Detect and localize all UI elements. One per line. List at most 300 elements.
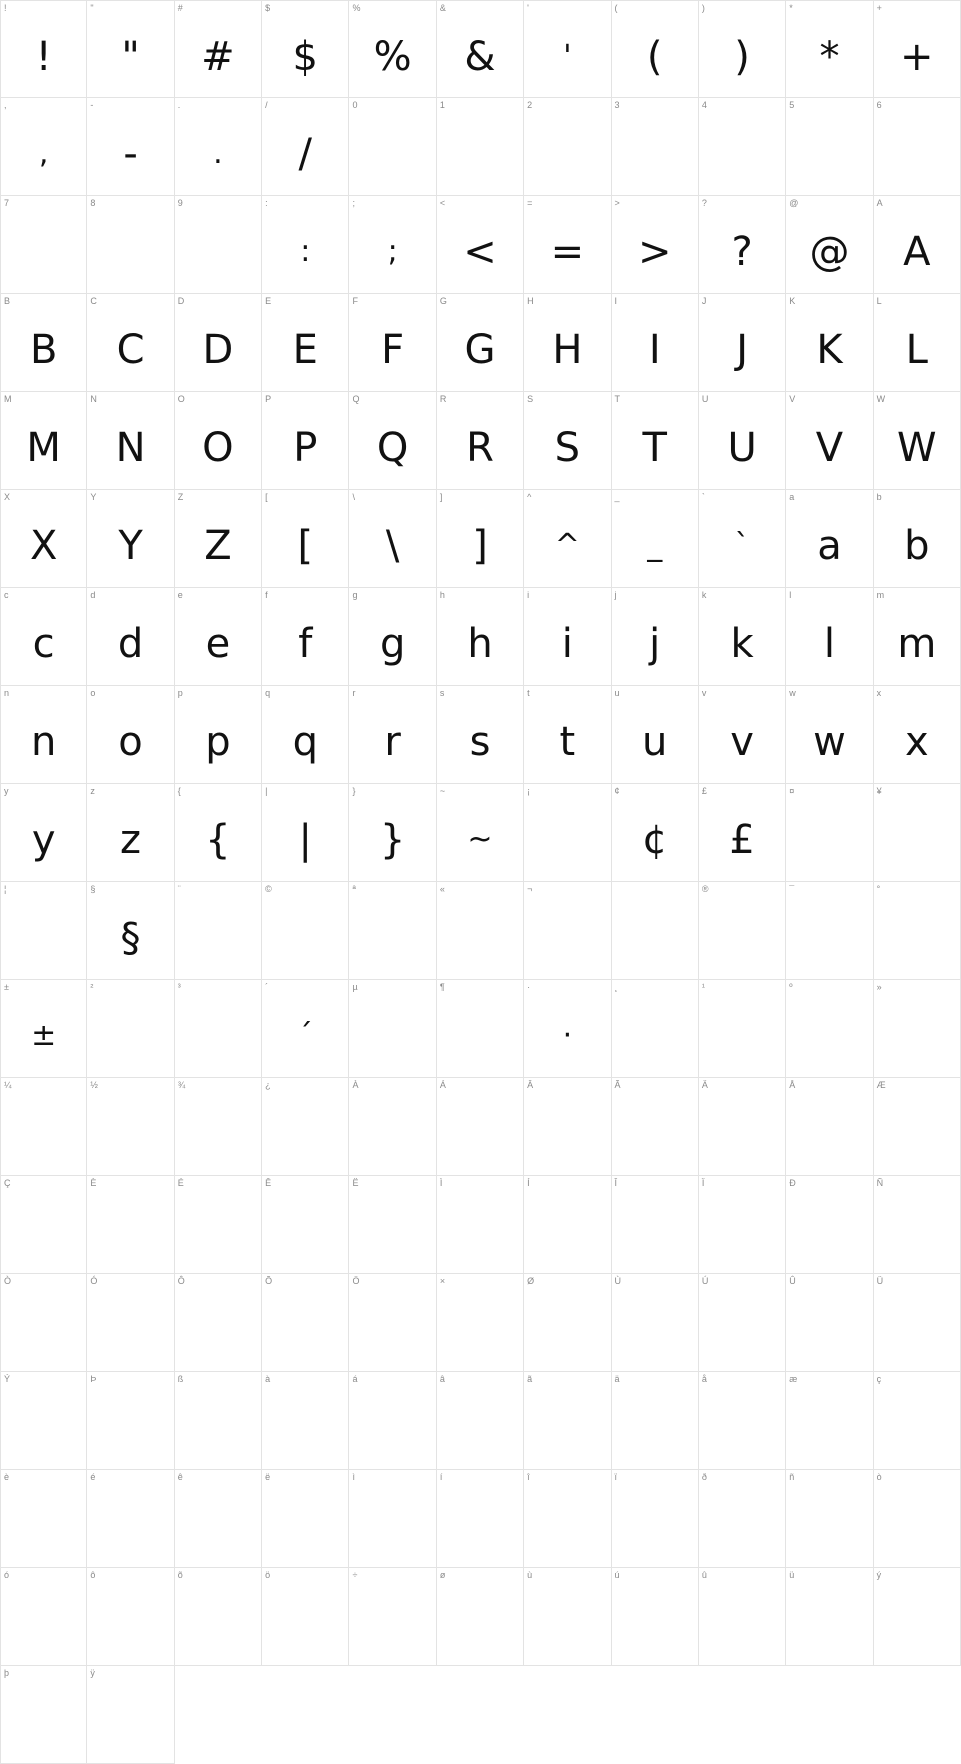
glyph-code-label: Ô: [177, 1276, 185, 1286]
glyph-cell[interactable]: [524, 98, 611, 196]
glyph-cell[interactable]: [175, 1176, 262, 1274]
glyph-cell[interactable]: [262, 882, 349, 980]
glyph-code-label: 4: [701, 100, 707, 110]
glyph-cell[interactable]: [524, 1568, 611, 1666]
glyph-cell[interactable]: [699, 0, 786, 98]
glyph-cell[interactable]: [524, 1078, 611, 1176]
glyph-cell[interactable]: [87, 0, 174, 98]
glyph-preview: W: [897, 425, 937, 471]
glyph-preview: #: [201, 34, 235, 80]
glyph-cell[interactable]: [349, 392, 436, 490]
glyph-cell[interactable]: [612, 196, 699, 294]
glyph-code-label: ¨: [177, 884, 181, 894]
glyph-preview: m: [897, 621, 937, 667]
glyph-code-label: ®: [701, 884, 709, 894]
glyph-cell[interactable]: [612, 490, 699, 588]
glyph-preview: [175, 210, 261, 294]
glyph-preview: h: [467, 621, 493, 667]
glyph-code-label: ÷: [352, 1570, 358, 1580]
glyph-cell[interactable]: [612, 0, 699, 98]
glyph-cell[interactable]: [786, 1274, 873, 1372]
glyph-cell[interactable]: [87, 686, 174, 784]
glyph-code-label: A: [876, 198, 883, 208]
glyph-cell[interactable]: [612, 1078, 699, 1176]
glyph-cell[interactable]: [87, 784, 174, 882]
glyph-cell[interactable]: [0, 392, 87, 490]
glyph-cell[interactable]: [699, 1274, 786, 1372]
glyph-cell[interactable]: [699, 784, 786, 882]
glyph-cell[interactable]: [786, 1176, 873, 1274]
glyph-cell[interactable]: [87, 490, 174, 588]
glyph-cell[interactable]: [87, 1176, 174, 1274]
glyph-cell[interactable]: [524, 196, 611, 294]
glyph-cell[interactable]: [612, 1470, 699, 1568]
glyph-cell[interactable]: [524, 1274, 611, 1372]
glyph-cell[interactable]: [0, 882, 87, 980]
glyph-cell[interactable]: [0, 294, 87, 392]
glyph-preview: J: [736, 327, 748, 373]
glyph-cell[interactable]: [786, 1568, 873, 1666]
glyph-preview: ]: [472, 523, 488, 569]
glyph-cell[interactable]: [175, 490, 262, 588]
glyph-code-label: J: [701, 296, 707, 306]
glyph-cell[interactable]: [262, 392, 349, 490]
glyph-cell[interactable]: [349, 784, 436, 882]
glyph-cell[interactable]: [175, 392, 262, 490]
glyph-code-label: 9: [177, 198, 183, 208]
glyph-preview: r: [384, 719, 401, 765]
glyph-preview: [262, 1190, 348, 1274]
glyph-cell[interactable]: [262, 1078, 349, 1176]
glyph-code-label: ¡: [527, 786, 531, 796]
glyph-cell[interactable]: [612, 392, 699, 490]
glyph-preview: [349, 896, 435, 980]
glyph-cell[interactable]: [349, 1470, 436, 1568]
glyph-preview: [1, 1582, 86, 1666]
glyph-code-label: ÿ: [90, 1668, 95, 1678]
glyph-code-label: ô: [90, 1570, 96, 1580]
glyph-code-label: Ò: [4, 1276, 12, 1286]
glyph-cell[interactable]: [612, 294, 699, 392]
glyph-cell[interactable]: [437, 588, 524, 686]
glyph-preview: a: [817, 523, 842, 569]
glyph-cell[interactable]: [262, 196, 349, 294]
glyph-cell[interactable]: [874, 784, 961, 882]
glyph-cell[interactable]: [874, 686, 961, 784]
glyph-code-label: Ê: [265, 1178, 272, 1188]
glyph-cell[interactable]: [262, 1470, 349, 1568]
glyph-preview: P: [293, 425, 318, 471]
glyph-cell[interactable]: [0, 588, 87, 686]
glyph-cell[interactable]: [0, 1568, 87, 1666]
glyph-cell[interactable]: [786, 784, 873, 882]
glyph-cell[interactable]: [786, 0, 873, 98]
glyph-cell[interactable]: [0, 1372, 87, 1470]
glyph-cell[interactable]: [786, 980, 873, 1078]
glyph-cell[interactable]: [612, 1274, 699, 1372]
glyph-cell[interactable]: [699, 196, 786, 294]
glyph-cell[interactable]: [349, 1372, 436, 1470]
glyph-cell[interactable]: [786, 490, 873, 588]
glyph-preview: ;: [387, 234, 398, 269]
glyph-preview: j: [649, 621, 661, 667]
glyph-code-label: C: [90, 296, 97, 306]
glyph-cell[interactable]: [612, 980, 699, 1078]
glyph-cell[interactable]: [699, 1372, 786, 1470]
glyph-cell[interactable]: [437, 1078, 524, 1176]
glyph-preview: [175, 1190, 261, 1274]
glyph-cell[interactable]: [0, 1078, 87, 1176]
glyph-cell[interactable]: [0, 98, 87, 196]
glyph-cell[interactable]: [699, 1176, 786, 1274]
glyph-preview: [612, 896, 698, 980]
glyph-cell[interactable]: [262, 1176, 349, 1274]
glyph-cell[interactable]: [262, 490, 349, 588]
glyph-cell[interactable]: [786, 588, 873, 686]
glyph-cell[interactable]: [262, 784, 349, 882]
glyph-cell[interactable]: [175, 1568, 262, 1666]
glyph-cell[interactable]: [437, 980, 524, 1078]
glyph-cell[interactable]: [0, 0, 87, 98]
glyph-cell[interactable]: [786, 98, 873, 196]
glyph-cell[interactable]: [786, 392, 873, 490]
glyph-preview: ,: [38, 136, 49, 171]
glyph-cell[interactable]: [437, 196, 524, 294]
glyph-cell[interactable]: [874, 1470, 961, 1568]
glyph-cell[interactable]: [786, 1372, 873, 1470]
glyph-cell[interactable]: [699, 588, 786, 686]
glyph-code-label: \: [352, 492, 355, 502]
glyph-preview: [87, 1386, 173, 1470]
glyph-code-label: í: [439, 1472, 443, 1482]
glyph-preview: ': [563, 39, 572, 74]
glyph-code-label: .: [177, 100, 181, 110]
glyph-cell[interactable]: [262, 1274, 349, 1372]
glyph-code-label: ê: [177, 1472, 183, 1482]
glyph-cell[interactable]: [524, 490, 611, 588]
glyph-preview: [349, 1092, 435, 1176]
glyph-cell[interactable]: [874, 1078, 961, 1176]
glyph-cell[interactable]: [524, 1470, 611, 1568]
glyph-cell[interactable]: [87, 980, 174, 1078]
glyph-cell[interactable]: [437, 1372, 524, 1470]
glyph-cell[interactable]: [87, 196, 174, 294]
glyph-cell[interactable]: [874, 882, 961, 980]
glyph-cell[interactable]: [87, 882, 174, 980]
glyph-cell[interactable]: [524, 784, 611, 882]
glyph-preview: £: [729, 817, 755, 863]
glyph-preview: [87, 1288, 173, 1372]
glyph-preview: [87, 1484, 173, 1568]
glyph-preview: ): [734, 34, 750, 80]
glyph-preview: c: [32, 621, 55, 667]
glyph-cell[interactable]: [874, 0, 961, 98]
glyph-cell[interactable]: [87, 1078, 174, 1176]
glyph-cell[interactable]: [524, 0, 611, 98]
glyph-cell[interactable]: [87, 1372, 174, 1470]
glyph-cell[interactable]: [349, 490, 436, 588]
glyph-preview: |: [298, 817, 312, 863]
glyph-cell[interactable]: [699, 294, 786, 392]
glyph-code-label: õ: [177, 1570, 183, 1580]
glyph-cell[interactable]: [612, 784, 699, 882]
glyph-code-label: O: [177, 394, 185, 404]
glyph-cell[interactable]: [524, 980, 611, 1078]
glyph-cell[interactable]: [175, 588, 262, 686]
glyph-preview: [87, 1092, 173, 1176]
glyph-code-label: ~: [439, 786, 446, 796]
glyph-preview: o: [118, 719, 143, 765]
glyph-cell[interactable]: [349, 1568, 436, 1666]
glyph-cell[interactable]: [262, 294, 349, 392]
glyph-cell[interactable]: [699, 1568, 786, 1666]
glyph-cell[interactable]: [612, 686, 699, 784]
glyph-cell[interactable]: [786, 196, 873, 294]
glyph-cell[interactable]: [349, 980, 436, 1078]
glyph-cell[interactable]: [437, 490, 524, 588]
glyph-cell[interactable]: [786, 686, 873, 784]
glyph-cell[interactable]: [175, 1470, 262, 1568]
glyph-cell[interactable]: [349, 98, 436, 196]
glyph-preview: [612, 994, 698, 1078]
glyph-preview: *: [819, 34, 840, 80]
glyph-cell[interactable]: [349, 1078, 436, 1176]
glyph-cell[interactable]: [699, 1470, 786, 1568]
glyph-cell[interactable]: [87, 1568, 174, 1666]
glyph-code-label: Ì: [439, 1178, 443, 1188]
glyph-preview: [1, 1092, 86, 1176]
glyph-cell[interactable]: [524, 686, 611, 784]
glyph-cell[interactable]: [699, 392, 786, 490]
glyph-preview: i: [561, 621, 573, 667]
glyph-cell[interactable]: [175, 686, 262, 784]
glyph-cell[interactable]: [87, 1470, 174, 1568]
glyph-cell[interactable]: [524, 1372, 611, 1470]
glyph-cell[interactable]: [175, 980, 262, 1078]
glyph-code-label: þ: [4, 1668, 10, 1678]
glyph-cell[interactable]: [874, 1568, 961, 1666]
glyph-cell[interactable]: [874, 588, 961, 686]
glyph-cell[interactable]: [786, 882, 873, 980]
glyph-cell[interactable]: [524, 392, 611, 490]
glyph-code-label: Ù: [614, 1276, 622, 1286]
glyph-code-label: ü: [789, 1570, 795, 1580]
glyph-cell[interactable]: [0, 490, 87, 588]
glyph-cell[interactable]: [262, 1568, 349, 1666]
glyph-code-label: F: [352, 296, 358, 306]
glyph-preview: [699, 112, 785, 196]
glyph-cell[interactable]: [0, 1666, 87, 1764]
glyph-preview: t: [559, 719, 576, 765]
glyph-cell[interactable]: [786, 294, 873, 392]
glyph-preview: [786, 1484, 872, 1568]
glyph-preview: E: [292, 327, 318, 373]
glyph-cell[interactable]: [699, 686, 786, 784]
glyph-code-label: ß: [177, 1374, 184, 1384]
glyph-preview: [437, 1582, 523, 1666]
glyph-preview: z: [120, 817, 142, 863]
glyph-preview: [524, 798, 610, 882]
glyph-cell[interactable]: [874, 1372, 961, 1470]
glyph-code-label: G: [439, 296, 447, 306]
glyph-cell[interactable]: [262, 686, 349, 784]
glyph-cell[interactable]: [262, 980, 349, 1078]
glyph-cell[interactable]: [437, 392, 524, 490]
glyph-cell[interactable]: [612, 588, 699, 686]
glyph-cell[interactable]: [874, 196, 961, 294]
glyph-code-label: =: [527, 198, 533, 208]
glyph-preview: =: [550, 229, 585, 275]
glyph-cell[interactable]: [699, 98, 786, 196]
glyph-preview: R: [466, 425, 494, 471]
glyph-cell[interactable]: [0, 980, 87, 1078]
glyph-cell[interactable]: [87, 294, 174, 392]
glyph-code-label: z: [90, 786, 95, 796]
glyph-cell[interactable]: [874, 1176, 961, 1274]
glyph-code-label: ú: [614, 1570, 620, 1580]
glyph-code-label: ð: [701, 1472, 707, 1482]
glyph-cell[interactable]: [87, 588, 174, 686]
glyph-cell[interactable]: [699, 1078, 786, 1176]
glyph-code-label: é: [90, 1472, 96, 1482]
glyph-code-label: n: [4, 688, 10, 698]
glyph-cell[interactable]: [437, 0, 524, 98]
glyph-preview: B: [29, 327, 58, 373]
glyph-cell[interactable]: [437, 98, 524, 196]
glyph-cell[interactable]: [262, 1372, 349, 1470]
glyph-cell[interactable]: [524, 588, 611, 686]
glyph-cell[interactable]: [175, 784, 262, 882]
glyph-cell[interactable]: [87, 392, 174, 490]
glyph-preview: [175, 1092, 261, 1176]
glyph-preview: n: [31, 719, 57, 765]
glyph-cell[interactable]: [262, 0, 349, 98]
glyph-cell[interactable]: [175, 1078, 262, 1176]
glyph-cell[interactable]: [349, 294, 436, 392]
glyph-cell[interactable]: [0, 784, 87, 882]
glyph-cell[interactable]: [612, 98, 699, 196]
glyph-preview: [524, 1484, 610, 1568]
glyph-code-label: i: [527, 590, 530, 600]
glyph-preview: V: [815, 425, 844, 471]
glyph-cell[interactable]: [175, 882, 262, 980]
glyph-preview: L: [905, 327, 928, 373]
glyph-cell[interactable]: [175, 294, 262, 392]
glyph-preview: @: [809, 229, 850, 275]
glyph-code-label: {: [177, 786, 181, 796]
glyph-cell[interactable]: [786, 1078, 873, 1176]
glyph-cell[interactable]: [349, 882, 436, 980]
glyph-cell[interactable]: [349, 0, 436, 98]
glyph-cell[interactable]: [437, 1176, 524, 1274]
glyph-cell[interactable]: [87, 98, 174, 196]
glyph-preview: [349, 1190, 435, 1274]
glyph-cell[interactable]: [175, 1372, 262, 1470]
glyph-preview: O: [202, 425, 234, 471]
glyph-cell[interactable]: [0, 686, 87, 784]
glyph-cell[interactable]: [874, 98, 961, 196]
glyph-cell[interactable]: [0, 1470, 87, 1568]
glyph-preview: [437, 896, 523, 980]
glyph-code-label: t: [527, 688, 530, 698]
glyph-cell[interactable]: [262, 98, 349, 196]
glyph-cell[interactable]: [524, 294, 611, 392]
glyph-cell[interactable]: [175, 0, 262, 98]
glyph-preview: [175, 1386, 261, 1470]
glyph-cell[interactable]: [437, 1274, 524, 1372]
glyph-cell[interactable]: [874, 490, 961, 588]
glyph-preview: N: [115, 425, 146, 471]
glyph-cell[interactable]: [437, 1470, 524, 1568]
glyph-cell[interactable]: [874, 980, 961, 1078]
glyph-cell[interactable]: [87, 1666, 174, 1764]
glyph-code-label: Z: [177, 492, 184, 502]
glyph-code-label: 0: [352, 100, 358, 110]
glyph-preview: >: [637, 229, 672, 275]
glyph-cell[interactable]: [524, 1176, 611, 1274]
glyph-cell[interactable]: [699, 490, 786, 588]
glyph-cell[interactable]: [437, 686, 524, 784]
glyph-cell[interactable]: [874, 294, 961, 392]
glyph-preview: [524, 1288, 610, 1372]
glyph-cell[interactable]: [0, 1176, 87, 1274]
glyph-cell[interactable]: [349, 686, 436, 784]
glyph-cell[interactable]: [874, 392, 961, 490]
glyph-cell[interactable]: [175, 196, 262, 294]
glyph-code-label: h: [439, 590, 445, 600]
glyph-code-label: #: [177, 3, 183, 13]
glyph-code-label: ¶: [439, 982, 445, 992]
glyph-cell[interactable]: [262, 588, 349, 686]
glyph-cell[interactable]: [349, 588, 436, 686]
glyph-code-label: Æ: [876, 1080, 886, 1090]
glyph-cell[interactable]: [437, 882, 524, 980]
glyph-code-label: _: [614, 492, 620, 502]
glyph-cell[interactable]: [175, 98, 262, 196]
glyph-cell[interactable]: [0, 196, 87, 294]
glyph-cell[interactable]: [349, 1176, 436, 1274]
glyph-cell[interactable]: [87, 1274, 174, 1372]
glyph-code-label: +: [876, 3, 882, 13]
glyph-cell[interactable]: [349, 1274, 436, 1372]
glyph-preview: ?: [731, 229, 753, 275]
glyph-cell[interactable]: [874, 1274, 961, 1372]
glyph-code-label: ì: [352, 1472, 355, 1482]
glyph-cell[interactable]: [612, 882, 699, 980]
glyph-code-label: ?: [701, 198, 707, 208]
glyph-cell[interactable]: [786, 1470, 873, 1568]
glyph-cell[interactable]: [612, 1372, 699, 1470]
glyph-preview: [262, 1092, 348, 1176]
glyph-preview: [1, 896, 86, 980]
glyph-cell[interactable]: [699, 980, 786, 1078]
glyph-code-label: }: [352, 786, 356, 796]
glyph-cell[interactable]: [0, 1274, 87, 1372]
glyph-preview: G: [464, 327, 496, 373]
glyph-cell[interactable]: [612, 1176, 699, 1274]
glyph-cell[interactable]: [437, 784, 524, 882]
glyph-cell[interactable]: [437, 294, 524, 392]
glyph-cell[interactable]: [437, 1568, 524, 1666]
glyph-cell[interactable]: [699, 882, 786, 980]
glyph-preview: S: [554, 425, 581, 471]
glyph-cell[interactable]: [612, 1568, 699, 1666]
glyph-cell[interactable]: [349, 196, 436, 294]
glyph-cell[interactable]: [175, 1274, 262, 1372]
glyph-preview: [1, 1484, 86, 1568]
glyph-cell[interactable]: [524, 882, 611, 980]
glyph-code-label: ¢: [614, 786, 620, 796]
